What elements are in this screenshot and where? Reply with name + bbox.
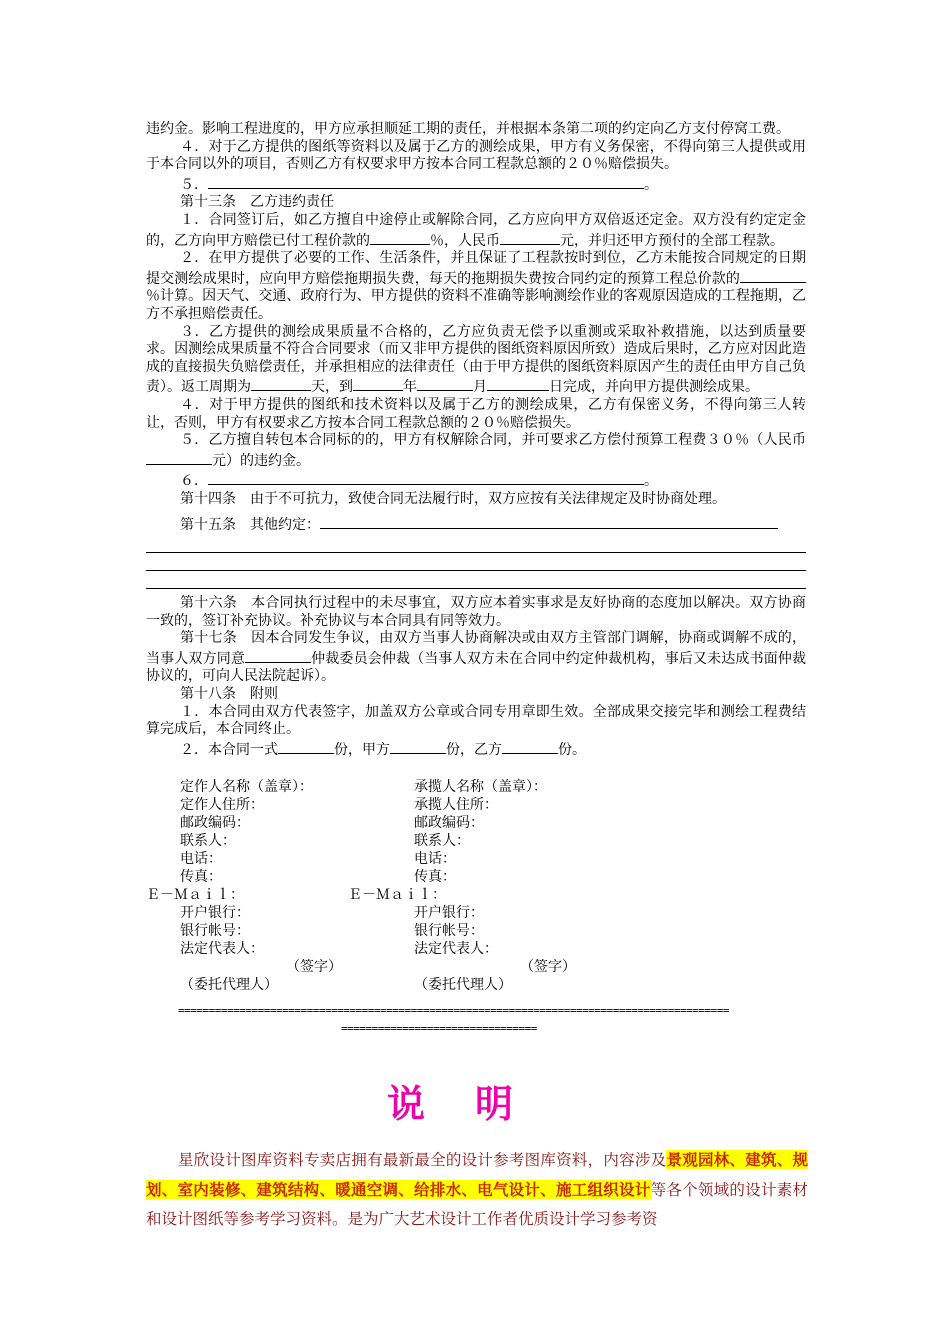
notice-text-part: 星欣设计图库资料专卖店拥有最新最全的设计参考图库资料，内容涉及	[178, 1151, 667, 1169]
blank-field	[370, 230, 430, 245]
signature-left-contact: 联系人：	[180, 833, 236, 849]
blank-field	[500, 230, 560, 245]
blank-field	[208, 470, 644, 485]
paragraph	[146, 397, 806, 432]
article-16-text: 第十六条 本合同执行过程中的未尽事宜，双方应本着实事求是友好协商的态度加以解决。双方协商一致的，签订补充协议。补充协议与本合同具有同等效力。	[146, 595, 806, 629]
article-heading	[146, 686, 806, 704]
paragraph-text: 份，乙方	[446, 741, 502, 758]
blank-line	[146, 553, 806, 571]
article-18-title: 第十八条 附则	[180, 686, 278, 703]
article-15-text: 第十五条 其他约定：	[180, 517, 320, 534]
paragraph	[146, 595, 806, 630]
paragraph-text: 元）的违约金。	[212, 452, 310, 469]
paragraph	[146, 739, 806, 760]
signature-right-name: 承揽人名称（盖章）：	[414, 779, 547, 795]
paragraph	[146, 121, 806, 139]
paragraph-text: 年	[403, 379, 417, 396]
paragraph-text: 份，甲方	[334, 741, 390, 758]
signature-left-sign: （签字）	[286, 959, 342, 975]
paragraph	[146, 174, 806, 195]
paragraph	[146, 139, 806, 174]
paragraph-text: 第十七条 因本合同发生争议，由双方当事人协商解决或由双方主管部门调解，协商或调解不成的，当事人双方同意	[146, 630, 806, 667]
signature-left-phone: 电话：	[180, 851, 222, 867]
paragraph-text: １．本合同由双方代表签字，加盖双方公章或合同专用章即生效。全部成果交接完毕和测绘工程费结算完成后，本合同终止。	[146, 703, 806, 738]
blank-field	[353, 376, 403, 391]
signature-right-sign: （签字）	[520, 959, 576, 975]
paragraph-text: 仲裁委员会仲裁（当事人双方未在合同中约定仲裁机构，事后又未达成书面仲裁协议的，可向人民法院起诉）。	[146, 650, 806, 685]
paragraph-text: ５．乙方擅自转包本合同标的的，甲方有权解除合同，并可要求乙方偿付预算工程费３０％（人民币	[180, 432, 806, 449]
blank-field	[278, 739, 334, 754]
signature-right-contact: 联系人：	[414, 833, 470, 849]
blank-field	[245, 648, 311, 663]
signature-left-fax: 传真：	[180, 869, 222, 885]
blank-line	[146, 535, 806, 553]
signature-left-email: Ｅ－Ｍａｉｌ：	[146, 887, 244, 903]
paragraph-text: ６．	[180, 473, 208, 490]
paragraph-text: ％计算。因天气、交通、政府行为、甲方提供的资料不准确等影响测绘作业的客观原因造成的工程拖期，乙方不承担赔偿责任。	[146, 288, 806, 322]
notice-text-part: 等各个领域的设计素材和设计图纸等参考学习资料。是为广大艺术设计工作者优质设计学习参考资	[146, 1181, 808, 1228]
signature-right-email: Ｅ－Ｍａｉｌ：	[348, 887, 446, 903]
paragraph	[146, 704, 806, 739]
signature-left-name: 定作人名称（盖章）：	[180, 779, 313, 795]
paragraph-text: ２．本合同一式	[180, 741, 278, 758]
article-heading	[146, 194, 806, 212]
separator-line: ==========================================================================================	[178, 1004, 730, 1017]
paragraph	[146, 432, 806, 470]
paragraph-text: 元，并归还甲方预付的全部工程款。	[560, 232, 784, 249]
signature-left-address: 定作人住所：	[180, 797, 264, 813]
signature-right-postcode: 邮政编码：	[414, 815, 484, 831]
paragraph-text: ２．在甲方提供了必要的工作、生活条件，并且保证了工程款按时到位，乙方未能按合同规定的日期提交测绘成果时，应向甲方赔偿拖期损失费，每天的拖期损失费按合同约定的预算工程总价款的	[146, 250, 806, 287]
paragraph-text: ５．	[180, 176, 208, 193]
article-13-title: 第十三条 乙方违约责任	[180, 194, 334, 211]
signature-right-agent: （委托代理人）	[414, 977, 512, 993]
paragraph	[146, 491, 806, 509]
paragraph-text: ３．乙方提供的测绘成果质量不合格的，乙方应负责无偿予以重测或采取补救措施，以达到质量要求。因测绘成果质量不符合合同要求（而又非甲方提供的图纸资料原因所致）造成后果时，乙方应对因此造成的直接损失负赔偿责任，并承担相应的法律责任（由于甲方提供的图纸资料原因产生的责任由甲方自己负责）。返工周期为	[146, 323, 806, 396]
signature-left-representative: 法定代表人：	[180, 941, 264, 957]
blank-field	[417, 376, 473, 391]
paragraph-text: ％，人民币	[430, 232, 500, 249]
paragraph	[146, 630, 806, 686]
blank-field	[740, 268, 806, 283]
blank-field	[487, 376, 549, 391]
paragraph-text: 。	[644, 176, 658, 193]
signature-right-representative: 法定代表人：	[414, 941, 498, 957]
article-14-text: 第十四条 由于不可抗力，致使合同无法履行时，双方应按有关法律规定及时协商处理。	[180, 490, 726, 507]
signature-left-postcode: 邮政编码：	[180, 815, 250, 831]
contract-body	[146, 121, 806, 759]
paragraph	[146, 470, 806, 491]
paragraph-text: 日完成，并向甲方提供测绘成果。	[549, 379, 759, 396]
paragraph	[146, 324, 806, 397]
signature-right-fax: 传真：	[414, 869, 456, 885]
signature-left-agent: （委托代理人）	[180, 977, 278, 993]
signature-right-phone: 电话：	[414, 851, 456, 867]
signature-right-bank: 开户银行：	[414, 905, 484, 921]
notice-title: 说明	[386, 1082, 563, 1126]
signature-left-account: 银行帐号：	[180, 923, 250, 939]
paragraph	[146, 514, 806, 535]
paragraph-text: １．合同签订后，如乙方擅自中途停止或解除合同，乙方应向甲方双倍返还定金。双方没有约定定金的，乙方向甲方赔偿已付工程价款的	[146, 211, 806, 249]
blank-field	[320, 514, 778, 529]
notice-text	[146, 1145, 808, 1234]
paragraph-text: 份。	[558, 741, 586, 758]
blank-field	[208, 174, 644, 189]
signature-right-address: 承揽人住所：	[414, 797, 498, 813]
paragraph	[146, 250, 806, 323]
paragraph-text: 天，到	[311, 379, 353, 396]
blank-line	[146, 571, 806, 589]
notice-highlight: 景观园林、建筑、规划、室内装修、建筑结构、暖通空调、给排水、电气设计、施工组织设计	[146, 1150, 808, 1199]
paragraph-text: ４．对于乙方提供的图纸等资料以及属于乙方的测绘成果，甲方有义务保密，不得向第三人提供或用于本合同以外的项目，否则乙方有权要求甲方按本合同工程款总额的２０％赔偿损失。	[146, 138, 806, 173]
paragraph-text: 月	[473, 379, 487, 396]
separator-line: ================================	[341, 1022, 537, 1035]
paragraph-text: 违约金。影响工程进度的，甲方应承担顺延工期的责任，并根据本条第二项的约定向乙方支付停窝工费。	[146, 121, 790, 137]
paragraph	[146, 212, 806, 250]
blank-field	[390, 739, 446, 754]
signature-right-account: 银行帐号：	[414, 923, 484, 939]
blank-field	[251, 376, 311, 391]
paragraph-text: 。	[644, 473, 658, 490]
signature-left-bank: 开户银行：	[180, 905, 250, 921]
blank-field	[502, 739, 558, 754]
paragraph-text: ４．对于甲方提供的图纸和技术资料以及属于乙方的测绘成果，乙方有保密义务，不得向第三人转让，否则，甲方有权要求乙方按本合同工程款总额的２０％赔偿损失。	[146, 396, 806, 431]
blank-field	[146, 450, 212, 465]
